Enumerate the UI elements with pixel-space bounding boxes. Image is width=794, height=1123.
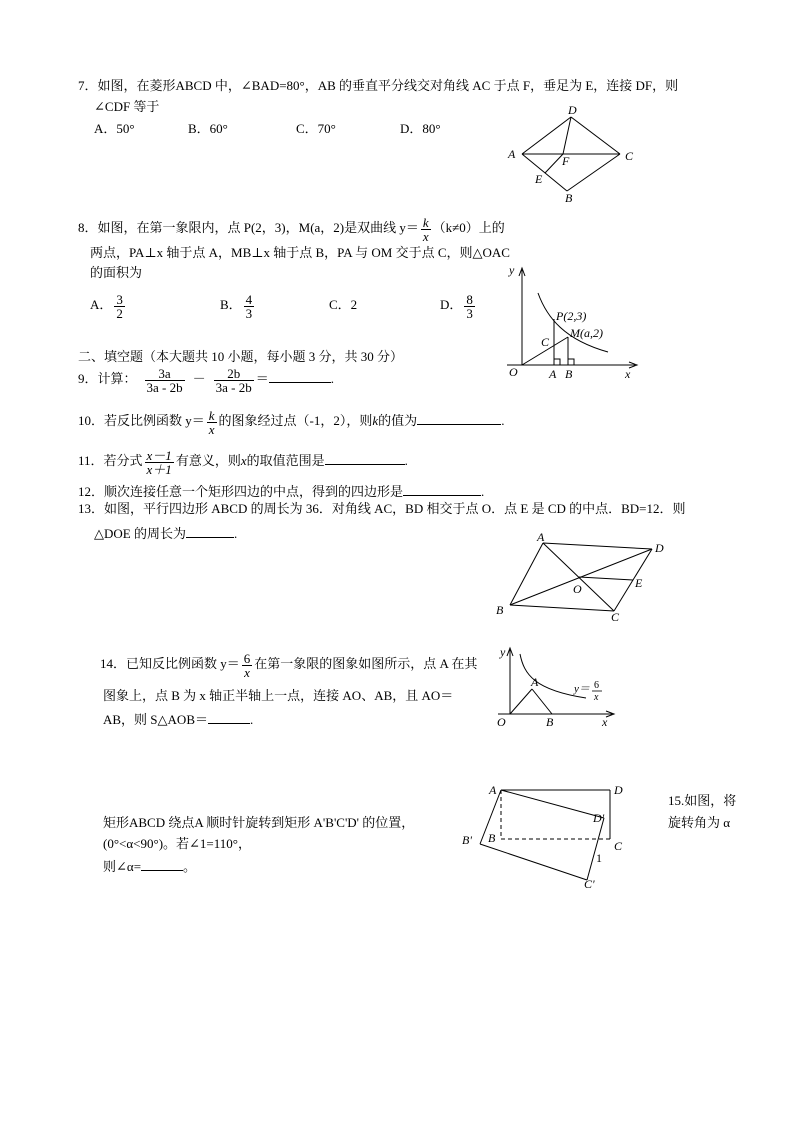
q11-x: x (240, 453, 247, 468)
q9-equals: ＝ (255, 371, 269, 386)
q8-option-c: C．2 (329, 297, 358, 312)
q8-opt-b-label: B． (220, 297, 242, 312)
q7-label-b: B (565, 191, 573, 205)
q10-end: . (501, 413, 505, 428)
q9-pre: 9．计算： (78, 371, 137, 386)
q14-post: 在第一象限的图象如图所示，点 A 在其 (254, 656, 478, 671)
q8-line3: 的面积为 (90, 265, 143, 280)
q14-fraction (242, 652, 253, 679)
q8-label-a: A (549, 367, 557, 381)
q8-line2: 两点，PA⊥x 轴于点 A，MB⊥x 轴于点 B，PA 与 OM 交于点 C，则△OAC (90, 245, 510, 260)
q8-hyperbola-figure (495, 258, 645, 382)
q7-label-e: E (535, 172, 543, 186)
q15-label-angle-1: 1 (596, 851, 602, 865)
q10-frac-num: k (208, 407, 215, 423)
q8-label-p: P(2,3) (556, 309, 587, 323)
q15-end: 。 (183, 859, 197, 874)
q9-answer-blank[interactable] (269, 369, 331, 383)
q14-label-x-axis: x (602, 715, 608, 729)
q14-frac-num: 6 (243, 650, 251, 666)
q8-label-b: B (565, 367, 573, 381)
q15-label-c: C (614, 839, 623, 853)
q11-pre: 11．若分式 (78, 453, 143, 468)
q8-opt-d-num: 8 (466, 291, 473, 307)
q14-frac-den: x (244, 664, 250, 680)
q14-line2: 图象上，点 B 为 x 轴正半轴上一点，连接 AO、AB，且 AO＝ (103, 688, 454, 703)
q10-post: 的值为 (378, 413, 418, 428)
q13-label-e: E (635, 576, 643, 590)
q7-option-d: D．80° (400, 121, 441, 136)
q10-line (78, 407, 504, 436)
q10-frac-den: x (208, 421, 215, 437)
q8-label-c: C (541, 335, 550, 349)
q14-label-a: A (531, 675, 539, 689)
q8-opt-b-frac (244, 293, 255, 320)
q15-label-a: A (489, 783, 497, 797)
q11-end: . (404, 453, 408, 468)
q8-opt-d-frac (464, 293, 475, 320)
q13-line2-text: △DOE 的周长为 (94, 526, 186, 541)
q7-line1: 7．如图，在菱形ABCD 中，∠BAD=80°，AB 的垂直平分线交对角线 AC 于点 F，垂足为 E，连接 DF，则 (78, 78, 679, 93)
q8-label-m: M(a,2) (570, 326, 603, 340)
q9-fraction-1 (145, 367, 185, 394)
q9-f1-num: 3a (145, 367, 185, 381)
q9-minus: － (192, 371, 206, 386)
q13-line2 (94, 524, 237, 542)
q7-option-b: B．60° (188, 121, 228, 136)
q14-label-curve-den: x (594, 692, 599, 703)
q14-label-o: O (497, 715, 506, 729)
q13-answer-blank[interactable] (186, 524, 234, 538)
q13-label-c: C (611, 610, 620, 624)
q11-frac-num: x－1 (146, 447, 172, 463)
q11-answer-blank[interactable] (325, 451, 405, 465)
q9-fraction-2 (214, 367, 254, 394)
q15-line2: (0°<α<90°)。若∠1=110°， (103, 836, 251, 851)
q8-label-o: O (509, 365, 518, 379)
q10-pre: 10．若反比例函数 y＝ (78, 413, 205, 428)
q11-fraction (145, 449, 174, 476)
q14-line1 (100, 650, 477, 679)
q12-answer-blank[interactable] (403, 482, 481, 496)
q8-opt-a-frac (114, 293, 125, 320)
q15-answer-blank[interactable] (141, 857, 183, 871)
q11-mid: 有意义，则 (175, 453, 241, 468)
q8-label-y: y (509, 263, 515, 277)
q8-option-d (440, 291, 477, 320)
q10-k: k (372, 413, 379, 428)
q13-line1: 13．如图，平行四边形 ABCD 的周长为 36．对角线 AC，BD 相交于点 O．点 E 是 CD 的中点．BD=12．则 (78, 501, 686, 516)
q13-label-b: B (496, 603, 504, 617)
q8-option-b (220, 291, 256, 320)
q14-answer-blank[interactable] (208, 710, 250, 724)
q8-option-a (90, 291, 127, 320)
q7-line2: ∠CDF 等于 (94, 99, 160, 114)
q13-end: . (233, 526, 238, 541)
q14-label-curve-num: 6 (594, 680, 599, 691)
q14-line3 (103, 710, 253, 728)
q8-opt-d-den: 3 (466, 305, 473, 321)
q9-f1-den: 3a - 2b (146, 379, 183, 395)
q9-end: . (330, 371, 335, 386)
q11-post: 的取值范围是 (246, 453, 325, 468)
q8-frac-num: k (422, 214, 429, 230)
q7-label-d: D (568, 103, 577, 117)
q8-opt-a-num: 3 (116, 291, 123, 307)
q15-line3 (103, 857, 196, 875)
q8-frac-den: x (422, 228, 429, 244)
q14-label-y-axis: y (500, 645, 506, 659)
q8-opt-b-den: 3 (245, 305, 253, 321)
q11-line (78, 447, 408, 476)
q15-label-d: D (614, 783, 623, 797)
q7-option-c: C．70° (296, 121, 336, 136)
q13-label-a: A (537, 530, 545, 544)
q8-opt-d-label: D． (440, 297, 463, 312)
q8-line1 (78, 214, 505, 243)
q12-end: . (481, 484, 485, 499)
q14-line3-text: AB，则 S△AOB＝ (103, 712, 208, 727)
q15-label-d-prime: D' (593, 811, 605, 825)
q15-line1: 矩形ABCD 绕点A 顺时针旋转到矩形 A'B'C'D' 的位置， (103, 815, 415, 830)
q15-right2: 旋转角为 α (668, 815, 731, 830)
q7-option-a: A．50° (94, 121, 135, 136)
q10-mid: 的图象经过点（-1，2），则 (218, 413, 373, 428)
q8-label-x: x (625, 367, 631, 381)
q14-hyperbola-figure (494, 644, 624, 730)
q8-post: （k≠0）上的 (432, 220, 505, 235)
q8-opt-a-den: 2 (116, 305, 123, 321)
q9-line (78, 365, 334, 394)
q15-label-b: B (488, 831, 496, 845)
q7-label-a: A (508, 147, 516, 161)
q15-rotation-figure (460, 780, 635, 892)
q15-line3-text: 则∠α= (103, 859, 142, 874)
q15-right1: 15.如图，将 (668, 793, 737, 808)
q15-label-b-prime: B' (462, 833, 472, 847)
q10-fraction (207, 409, 217, 436)
q14-end: . (249, 712, 254, 727)
q13-parallelogram-figure (493, 530, 673, 622)
q12-text: 12．顺次连接任意一个矩形四边的中点，得到的四边形是 (78, 484, 404, 499)
q7-label-c: C (625, 149, 634, 163)
section-2-heading: 二、填空题（本大题共 10 小题，每小题 3 分，共 30 分） (78, 349, 404, 364)
q13-label-o: O (573, 582, 582, 596)
q9-f2-den: 3a - 2b (215, 379, 252, 395)
q14-label-b: B (546, 715, 554, 729)
q11-frac-den: x＋1 (146, 461, 172, 477)
q7-label-f: F (562, 154, 570, 168)
q8-fraction (421, 216, 431, 243)
q15-label-c-prime: C' (584, 877, 595, 891)
q14-pre: 14．已知反比例函数 y＝ (100, 656, 240, 671)
q8-opt-b-num: 4 (245, 291, 253, 307)
q8-opt-a-label: A． (90, 297, 113, 312)
q8-pre: 8．如图，在第一象限内，点 P(2，3)，M(a，2)是双曲线 y＝ (78, 220, 419, 235)
q10-answer-blank[interactable] (417, 411, 501, 425)
q13-label-d: D (655, 541, 664, 555)
q7-rhombus-figure (505, 103, 645, 205)
q12-line (78, 482, 484, 500)
q14-label-curve: y＝ (574, 683, 590, 695)
q9-f2-num: 2b (214, 367, 254, 381)
